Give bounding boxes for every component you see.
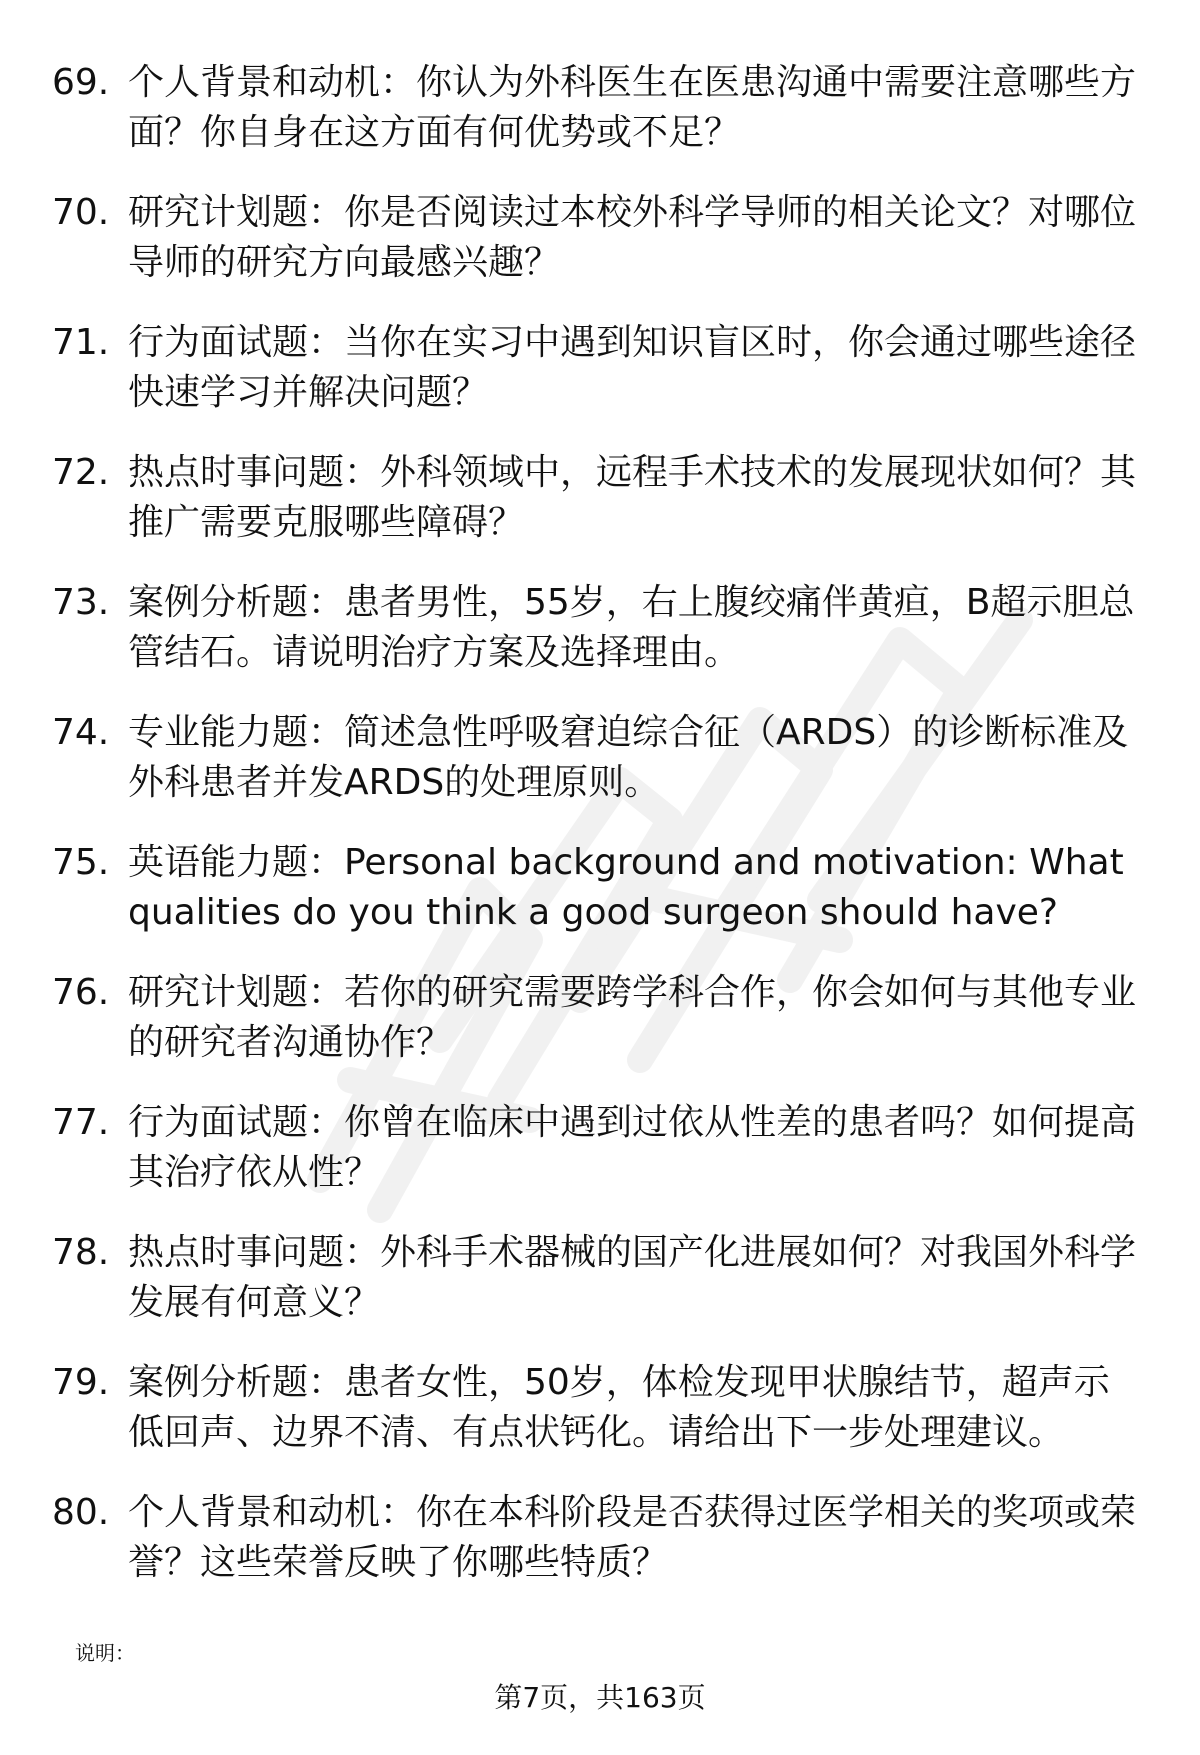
question-text: 行为面试题：当你在实习中遇到知识盲区时，你会通过哪些途径快速学习并解决问题？: [128, 322, 1137, 413]
question-number: 78.: [52, 1232, 110, 1273]
question-number: 73.: [52, 582, 110, 623]
question-text: 个人背景和动机：你在本科阶段是否获得过医学相关的奖项或荣誉？这些荣誉反映了你哪些特质？: [128, 1492, 1137, 1583]
question-number: 72.: [52, 452, 110, 493]
question-number: 80.: [52, 1492, 110, 1533]
question-number: 74.: [52, 712, 110, 753]
question-text: 案例分析题：患者男性，55岁，右上腹绞痛伴黄疸，B超示胆总管结石。请说明治疗方案及选择理由。: [128, 582, 1135, 673]
note-label: 说明：: [75, 1641, 135, 1665]
list-item: [52, 838, 1152, 968]
question-text: 个人背景和动机：你认为外科医生在医患沟通中需要注意哪些方面？你自身在这方面有何优势或不足？: [128, 62, 1137, 153]
question-number: 75.: [52, 842, 110, 883]
list-item: [52, 968, 1152, 1098]
question-text: 案例分析题：患者女性，50岁，体检发现甲状腺结节，超声示低回声、边界不清、有点状钙化。请给出下一步处理建议。: [128, 1362, 1110, 1453]
page-footer: 第7页，共163页: [494, 1681, 706, 1714]
question-number: 76.: [52, 972, 110, 1013]
question-number: 69.: [52, 62, 110, 103]
list-item: [52, 1488, 1152, 1618]
question-text: 研究计划题：你是否阅读过本校外科学导师的相关论文？对哪位导师的研究方向最感兴趣？: [128, 192, 1137, 283]
question-list: [52, 58, 1152, 1618]
question-number: 71.: [52, 322, 110, 363]
question-number: 70.: [52, 192, 110, 233]
question-text: 热点时事问题：外科手术器械的国产化进展如何？对我国外科学发展有何意义？: [128, 1232, 1137, 1323]
list-item: [52, 1098, 1152, 1228]
question-text: 研究计划题：若你的研究需要跨学科合作，你会如何与其他专业的研究者沟通协作？: [128, 972, 1137, 1063]
question-text: 专业能力题：简述急性呼吸窘迫综合征（ARDS）的诊断标准及外科患者并发ARDS的处理原则。: [128, 712, 1129, 803]
list-item: [52, 708, 1152, 838]
list-item: [52, 318, 1152, 448]
question-number: 79.: [52, 1362, 110, 1403]
list-item: [52, 578, 1152, 708]
list-item: [52, 448, 1152, 578]
list-item: [52, 1228, 1152, 1358]
list-item: [52, 58, 1152, 188]
question-text: 热点时事问题：外科领域中，远程手术技术的发展现状如何？其推广需要克服哪些障碍？: [128, 452, 1137, 543]
question-text: 英语能力题：Personal background and motivation: What qualities do you think a good surgeon should have?: [128, 842, 1124, 933]
question-text: 行为面试题：你曾在临床中遇到过依从性差的患者吗？如何提高其治疗依从性？: [128, 1102, 1137, 1193]
question-number: 77.: [52, 1102, 110, 1143]
list-item: [52, 188, 1152, 318]
list-item: [52, 1358, 1152, 1488]
